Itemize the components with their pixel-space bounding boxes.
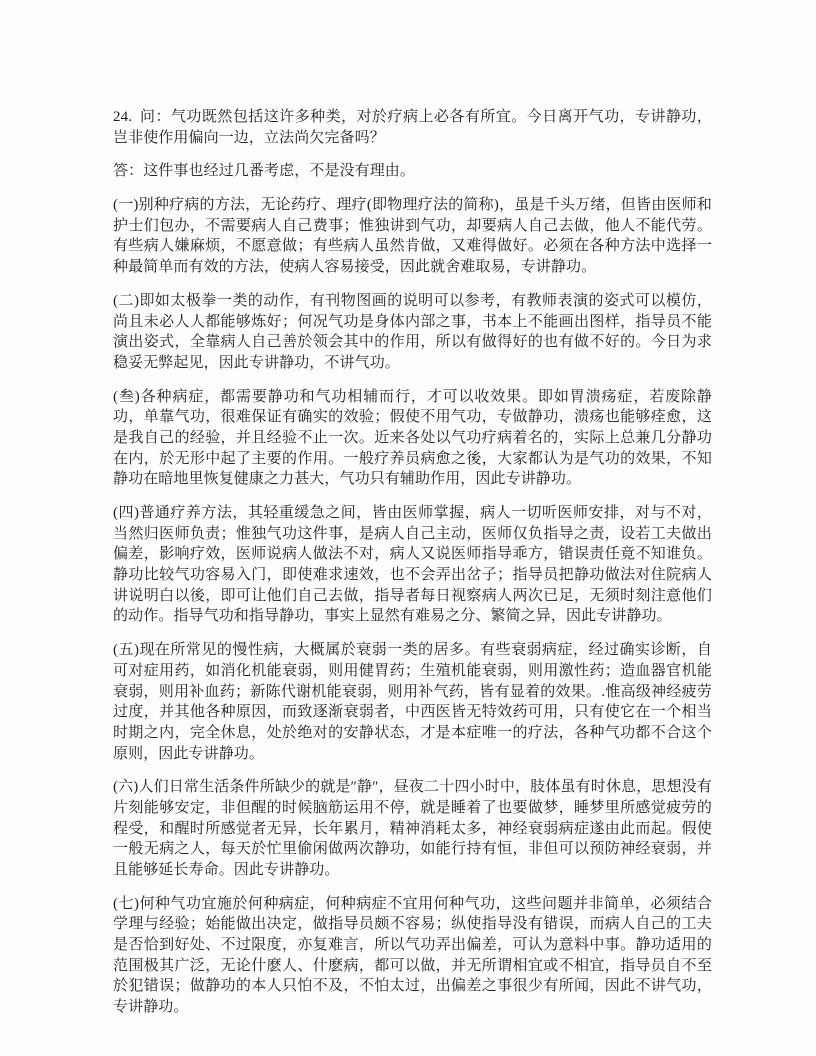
reason-paragraph-3: (叁)各种病症，都需要静功和气功相辅而行，才可以收效果。即如胃溃疡症，若废除静功，单靠气功，很难保证有确实的效验；假使不用气功，专做静功，溃疡也能够痊愈，这是我自己的经验，并且经验不止一次。近来各处以气功疗病着名的，实际上总兼几分静功在内，於无形中起了主要的作用。一般疗养员病愈之後，大家都认为是气功的效果，不知静功在暗地里恢复健康之力甚大，气功只有辅助作用，因此专讲静功。	[113, 388, 712, 488]
reason-paragraph-6: (六)人们日常生活条件所缺少的就是″静″，昼夜二十四小时中，肢体虽有时休息，思想没有片刻能够安定，非但醒的时候脑筋运用不停，就是睡着了也要做梦，睡梦里所感觉疲劳的程受，和醒时所感觉者无异，长年累月，精神消耗太多，神经衰弱病症遂由此而起。假使一般无病之人，每天於忙里偷闲做两次静功，如能行持有恒，非但可以预防神经衰弱，并且能够延长寿命。因此专讲静功。	[113, 779, 712, 878]
answer-paragraph: 答：这件事也经过几番考虑，不是没有理由。	[113, 163, 416, 180]
reason-paragraph-1: (一)别种疗病的方法，无论药疗、理疗(即物理疗法的简称)，虽是千头万绪，但皆由医师和护士们包办，不需要病人自己费事；惟独讲到气功，却要病人自己去做，他人不能代劳。有些病人嫌麻烦，不愿意做；有些病人虽然肯做，又难得做好。必须在各种方法中选择一种最简单而有效的方法，使病人容易接受，因此就舍难取易，专讲静功。	[113, 197, 712, 276]
reason-paragraph-7: (七)何种气功宜施於何种病症，何种病症不宜用何种气功，这些问题并非简单，必须结合学理与经验；始能做出决定，做指导员颇不容易；纵使指导没有错误，而病人自己的工夫是否恰到好处、不过限度，亦复难言，所以气功弄出偏差，可认为意料中事。静功适用的范围极其广泛，无论什麽人、什麽病，都可以做，并无所谓相宜或不相宜，指导员自不至於犯错误；做静功的本人只怕不及，不怕太过，出偏差之事很少有所闻，因此不讲气功，专讲静功。	[113, 895, 712, 1016]
reason-paragraph-5: (五)现在所常见的慢性病，大概属於衰弱一类的居多。有些衰弱病症，经过确实诊断，自可对症用药，如消化机能衰弱，则用健胃药；生殖机能衰弱，则用激性药；造血器官机能衰弱，则用补血药；新陈代谢机能衰弱，则用补气药，皆有显着的效果。.惟高级神经疲劳过度，并其他各种原因，而致逐渐衰弱者，中西医皆无特效药可用，只有使它在一个相当时期之内，完全休息，处於绝对的安静状态，才是本症唯一的疗法，各种气功都不合这个原则，因此专讲静功。	[113, 642, 712, 762]
reason-paragraph-2: (二)即如太极拳一类的动作，有刊物图画的说明可以参考，有教师表演的姿式可以模仿，尚且未必人人都能够炼好；何况气功是身体内部之事，书本上不能画出图样，指导员不能演出姿式，全靠病人自己善於领会其中的作用，所以有做得好的也有做不好的。今日为求稳妥无弊起见，因此专讲静功，不讲气功。	[113, 292, 712, 371]
reason-paragraph-4: (四)普通疗养方法，其轻重缓急之间，皆由医师掌握，病人一切听医师安排，对与不对，当然归医师负责；惟独气功这件事，是病人自己主动，医师仅负指导之责，设若工夫做出偏差，影响疗效，医师说病人做法不对，病人又说医师指导乖方，错误责任竟不知谁负。静功比较气功容易入门，即使难求速效，也不会弄出岔子；指导员把静功做法对住院病人讲说明白以後，即可让他们自己去做，指导者每日视察病人两次已足，无须时刻注意他们的动作。指导气功和指导静功，事实上显然有难易之分、繁简之异，因此专讲静功。	[113, 505, 712, 625]
document-body	[113, 107, 712, 1031]
question-paragraph: 24. 问：气功既然包括这许多种类，对於疗病上必各有所宜。今日离开气功，专讲静功，岂非使作用偏向一边，立法尚欠完备吗？	[113, 109, 712, 146]
